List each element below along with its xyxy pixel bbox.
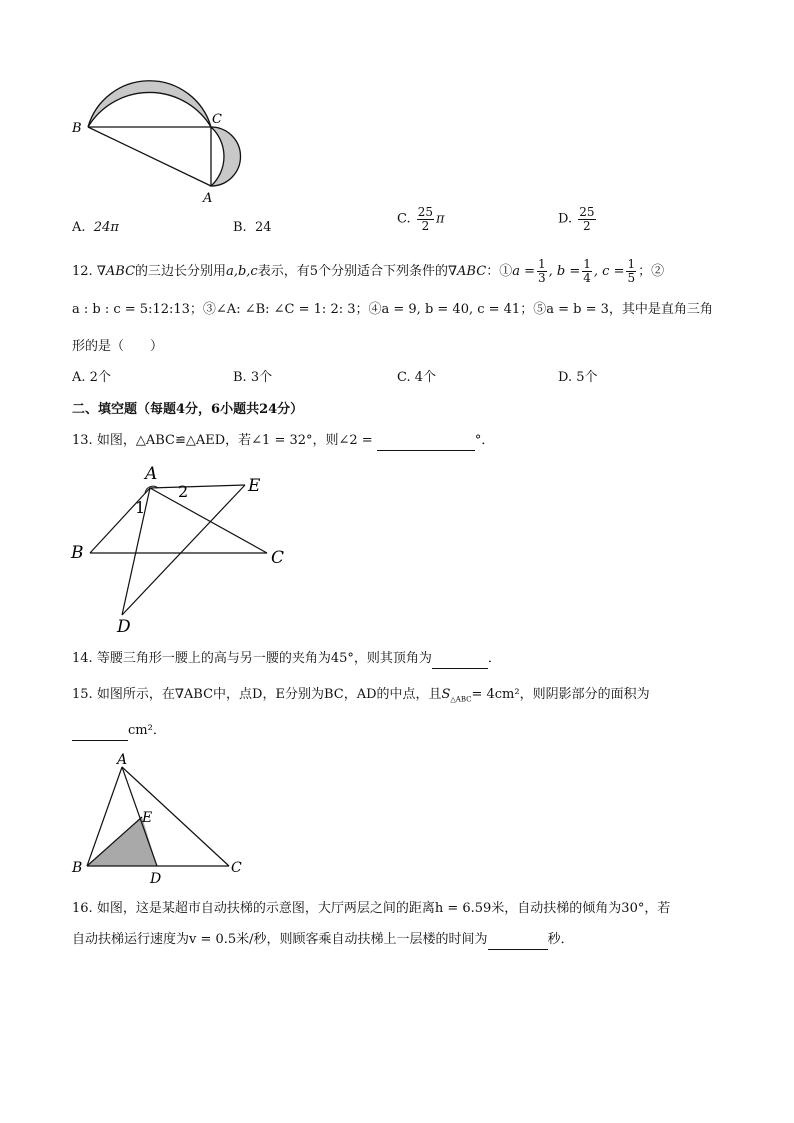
angle-1-label: 1 — [135, 498, 146, 517]
q12-option-b[interactable]: B. 3个 — [233, 370, 273, 385]
q14-number: 14. — [72, 651, 93, 666]
q12-option-a[interactable]: A. 2个 — [72, 370, 111, 385]
q12-option-d[interactable]: D. 5个 — [558, 370, 598, 385]
q16-number: 16. — [72, 901, 93, 916]
q12-line2: a : b : c = 5:12:13；③∠A: ∠B: ∠C = 1: 2: 3；④a = 9, b = 40, c = 41；⑤a = b = 3，其中是直角三角 — [72, 302, 713, 317]
fraction-b: $\frac{1}{4}$ — [583, 257, 591, 285]
label-b: B — [72, 860, 83, 876]
label-a: A — [203, 191, 213, 205]
answer-blank[interactable] — [432, 650, 488, 669]
label-b: B — [71, 543, 84, 563]
answer-blank[interactable] — [72, 722, 128, 741]
section-title: 二、填空题（每题4分，6小题共24分） — [72, 402, 304, 417]
q12-line1: 12. ∇ABC的三边长分别用a,b,c表示，有5个分别适合下列条件的∇ABC：①a = $\frac{1}{3}$ , b = $\frac{1}{4}$ , c = $\frac{1}{5}$ ；② — [72, 257, 665, 285]
segment-ae — [150, 485, 245, 488]
answer-blank[interactable] — [488, 931, 548, 950]
pi-suffix: π — [436, 211, 445, 227]
answer-blank[interactable] — [377, 432, 475, 451]
q11-option-c[interactable] — [397, 206, 445, 233]
angle-2-label: 2 — [178, 482, 189, 501]
q15-number: 15. — [72, 687, 93, 702]
label-a: A — [117, 752, 128, 768]
q12-option-c[interactable]: C. 4个 — [397, 370, 437, 385]
small-crescent — [211, 127, 241, 186]
option-letter: B. — [233, 220, 247, 235]
label-d: D — [117, 617, 131, 637]
q11-option-d[interactable] — [558, 206, 598, 233]
label-c: C — [271, 548, 285, 568]
q16-line1: 16. 如图，这是某超市自动扶梯的示意图，大厅两层之间的距离h = 6.59米，自动扶梯的倾角为30°，若 — [72, 901, 671, 916]
fraction: $\frac{25}{2}$ — [417, 205, 434, 233]
q11-figure — [60, 55, 260, 205]
q12-line3: 形的是（ ） — [72, 339, 164, 354]
q15-text: 15. 如图所示，在∇ABC中，点D，E分别为BC，AD的中点，且$S_{\triangle ABC}= 4cm^2$，则阴影部分的面积为 — [72, 687, 650, 704]
q13-number: 13. — [72, 433, 93, 448]
q14-text: 14. 等腰三角形一腰上的高与另一腰的夹角为45°，则其顶角为 ． — [72, 650, 501, 669]
option-value: 24π — [93, 220, 119, 235]
option-letter: C. — [397, 211, 411, 227]
q15-figure — [65, 750, 255, 890]
q15-answer-line: cm²． — [72, 722, 166, 741]
option-value: 24 — [254, 220, 272, 235]
q13-text: 13. 如图，△ABC≌△AED，若∠1 = 32°，则∠2 = °． — [72, 432, 494, 451]
fraction-a: $\frac{1}{3}$ — [537, 257, 546, 285]
q16-line2: 自动扶梯运行速度为v = 0.5米/秒，则顾客乘自动扶梯上一层楼的时间为 秒． — [72, 931, 574, 950]
label-a: A — [145, 464, 158, 484]
label-e: E — [248, 476, 261, 496]
fraction-c: $\frac{1}{5}$ — [627, 257, 636, 285]
option-letter: D. — [558, 211, 573, 227]
label-b: B — [72, 121, 82, 136]
segment-ba — [88, 127, 211, 186]
q11-option-a[interactable] — [72, 219, 119, 237]
option-letter: A. — [72, 220, 86, 235]
segment-ac — [150, 488, 267, 553]
q13-figure — [65, 458, 305, 638]
label-e: E — [142, 810, 153, 826]
label-c: C — [212, 112, 222, 127]
q11-option-b[interactable] — [233, 219, 272, 237]
large-crescent — [88, 81, 211, 127]
label-c: C — [231, 860, 242, 876]
fraction: $\frac{25}{2}$ — [579, 205, 595, 233]
q12-number: 12. — [72, 264, 93, 279]
label-d: D — [150, 871, 162, 887]
